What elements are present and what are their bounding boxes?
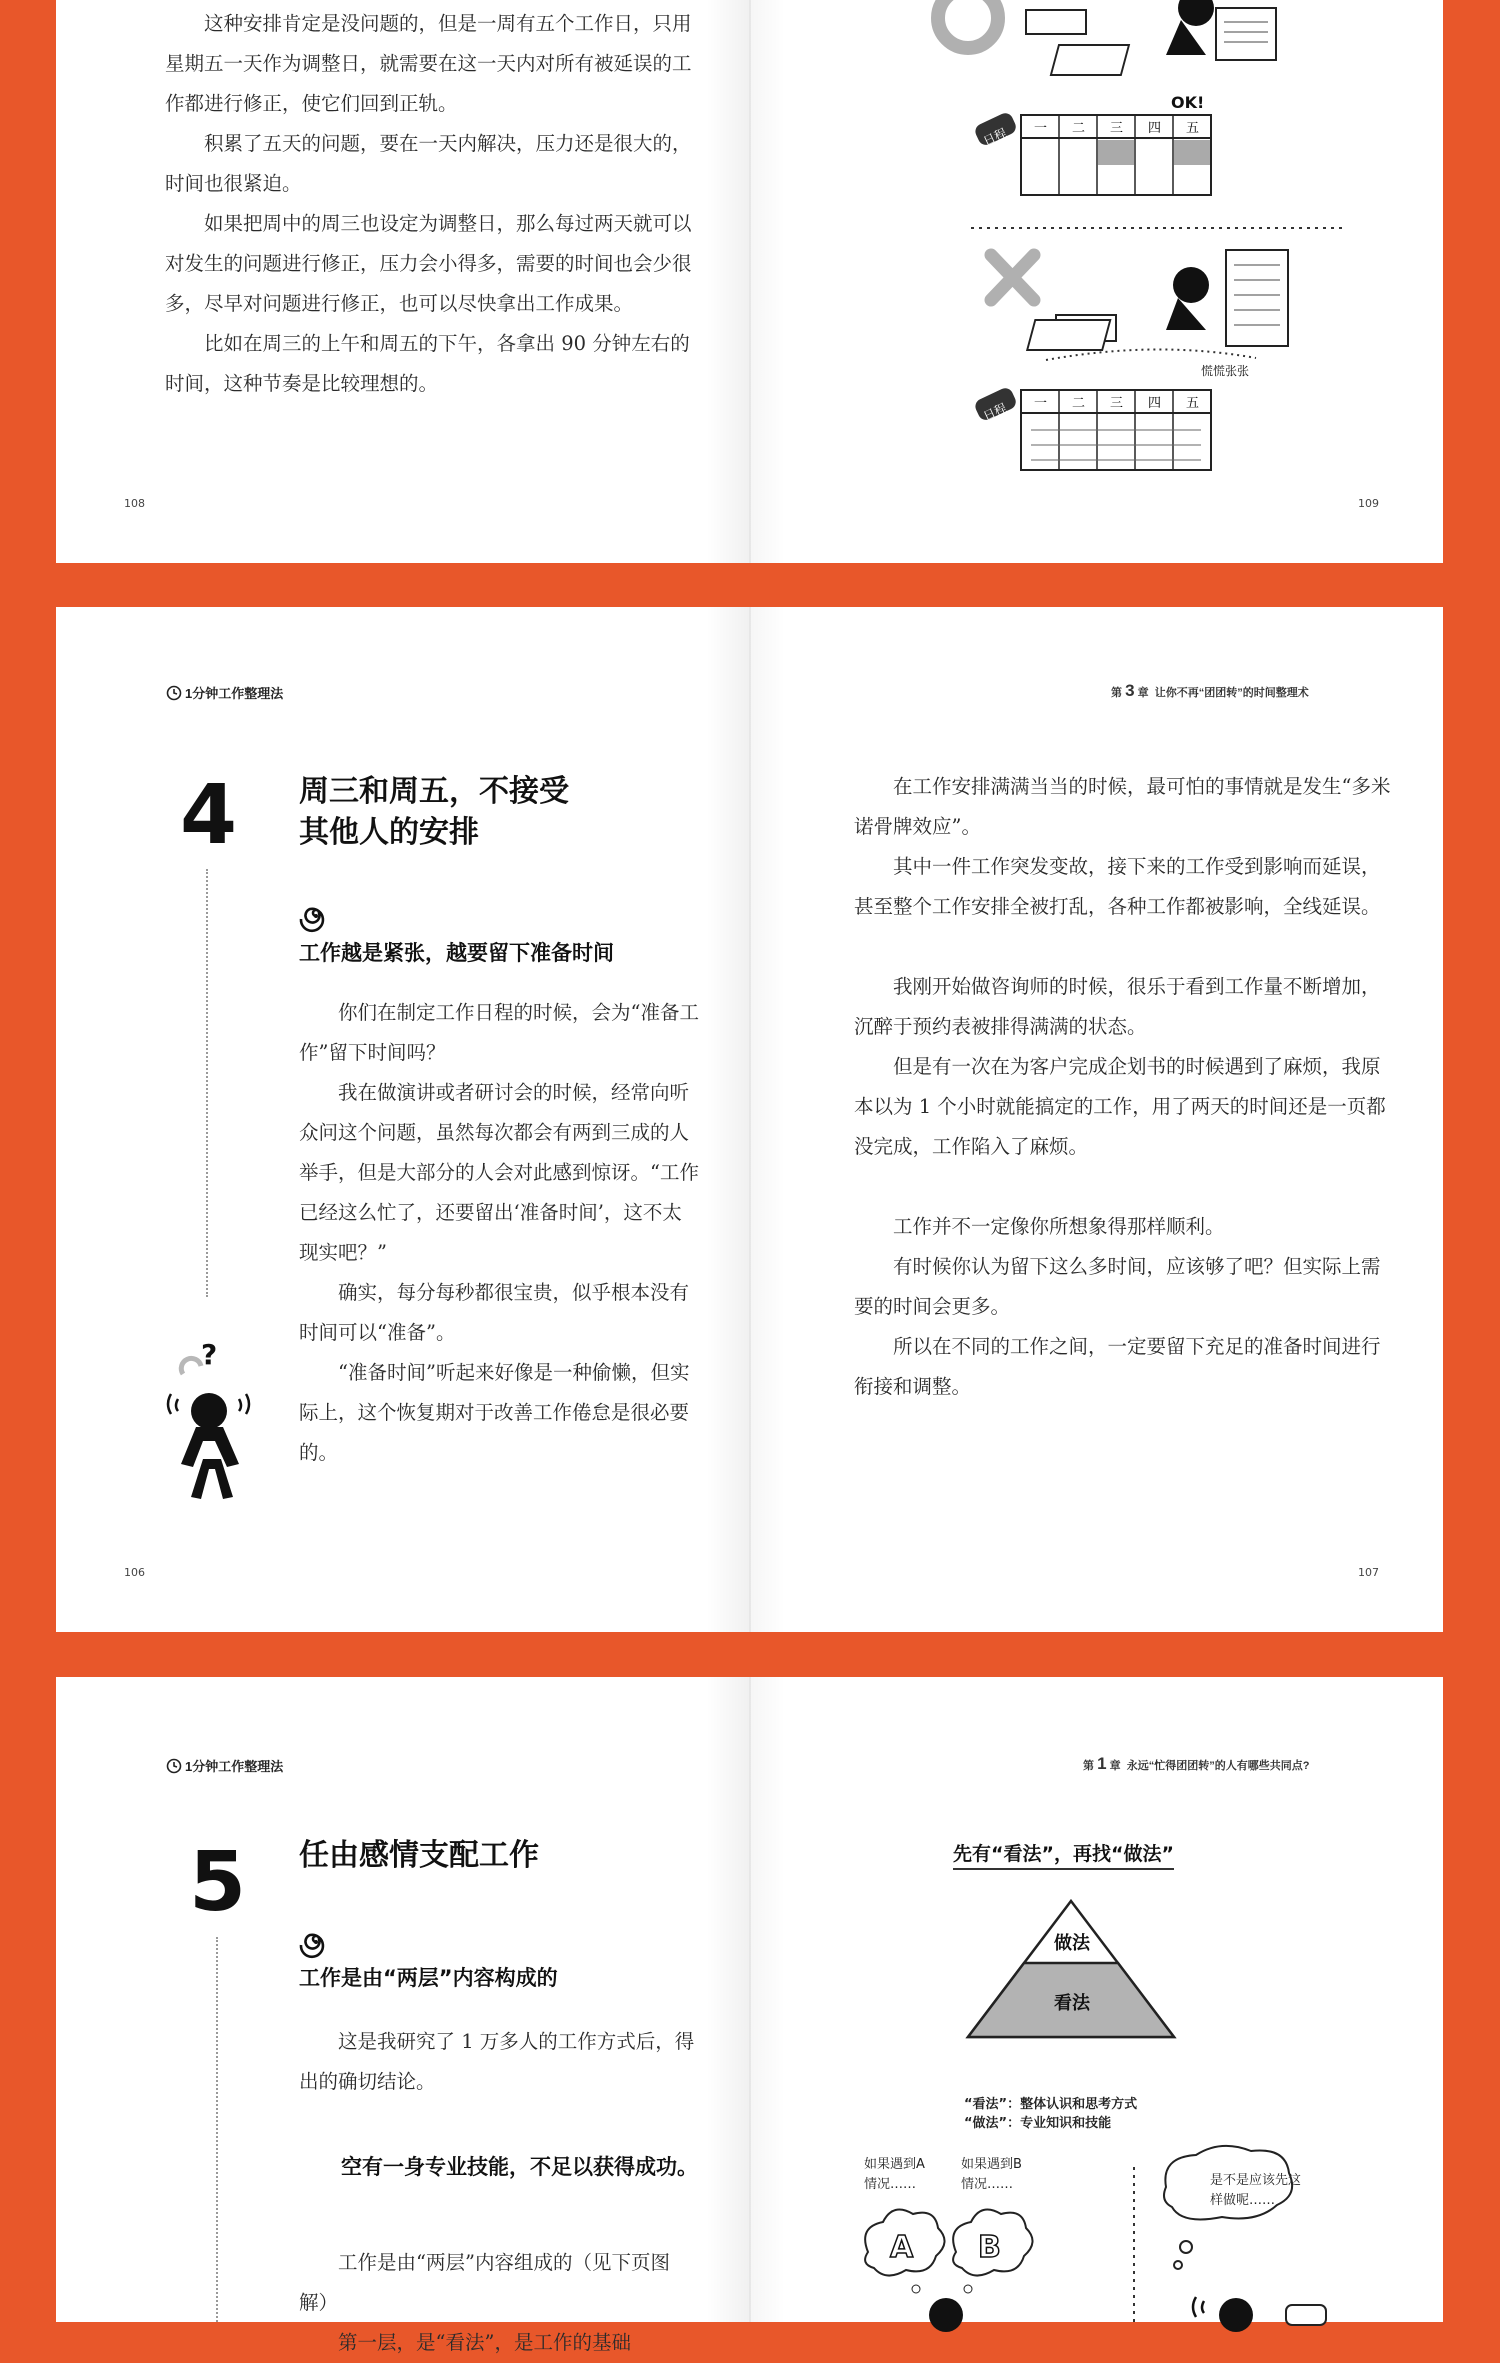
page-number-left: 106 (124, 1566, 145, 1579)
paragraph: 其中一件工作突发变故，接下来的工作受到影响而延误，甚至整个工作安排全被打乱，各种工作都被影响，全线延误。 (854, 855, 1381, 918)
dotted-vertical-rule (206, 869, 208, 1297)
paragraph: 在工作安排满满当当的时候，最可怕的事情就是发生“多米诺骨牌效应”。 (854, 775, 1391, 838)
schedule-comparison-illustration (906, 0, 1356, 490)
svg-text:三: 三 (1110, 121, 1124, 136)
paragraph: 积累了五天的问题，要在一天内解决，压力还是很大的，时间也很紧迫。 (165, 132, 692, 195)
paragraph: 确实，每分每秒都很宝贵，似乎根本没有时间可以“准备”。 (299, 1281, 690, 1344)
calendar-bottom (973, 386, 1211, 470)
definition-2: “做法”：专业知识和技能 (964, 2116, 1112, 2131)
section-title: 周三和周五，不接受 其他人的安排 (299, 774, 569, 850)
paragraph: 所以在不同的工作之间，一定要留下充足的准备时间进行衔接和调整。 (854, 1335, 1381, 1398)
paragraph: 你们在制定工作日程的时候，会为“准备工作”留下时间吗？ (299, 1001, 699, 1064)
svg-text:四: 四 (1148, 121, 1162, 136)
diagram-title: 先有“看法”，再找“做法” (953, 1839, 1174, 1870)
svg-text:三: 三 (1110, 396, 1124, 411)
paragraph: 比如在周三的上午和周五的下午，各拿出 90 分钟左右的时间，这种节奏是比较理想的。 (165, 332, 690, 395)
svg-text:一: 一 (1034, 396, 1048, 411)
paragraph: 这种安排肯定是没问题的，但是一周有五个工作日，只用星期五一天作为调整日，就需要在这一天内对所有被延误的工作都进行修正，使它们回到正轨。 (165, 12, 692, 115)
wrong-mark-icon (991, 255, 1034, 300)
running-header-right: 第 1 章 永远“忙得团团转”的人有哪些共同点? (1083, 1754, 1310, 1773)
bubble-a-letter: A (890, 2230, 914, 2265)
thinking-figures-illustration (856, 2197, 1326, 2322)
book-spread-3 (56, 1677, 1443, 2354)
paragraph: 我在做演讲或者研讨会的时候，经常向听众问这个问题，虽然每次都会有两到三成的人举手，但是大部分的人会对此感到惊讶。“工作已经这么忙了，还要留出‘准备时间’，这不太现实吧？” (299, 1081, 699, 1264)
book-spread-2 (56, 607, 1443, 1632)
stressed-person-icon (1173, 267, 1209, 303)
right-page-text (854, 767, 1394, 1407)
page-number-right: 109 (1358, 497, 1379, 510)
svg-text:日程: 日程 (981, 400, 1009, 424)
paragraph-2: 工作是由“两层”内容组成的（见下页图解） (299, 2251, 670, 2314)
paragraph: 但是有一次在为客户完成企划书的时候遇到了麻烦，我原本以为 1 个小时就能搞定的工作，用了两天的时间还是一页都没完成，工作陷入了麻烦。 (854, 1055, 1386, 1158)
svg-text:二: 二 (1072, 121, 1086, 136)
section-number: 4 (180, 768, 238, 863)
running-header-left (166, 1756, 283, 1775)
running-header-right: 第 3 章 让你不再“团团转”的时间整理术 (1111, 681, 1309, 700)
paragraph: 我刚开始做咨询师的时候，很乐于看到工作量不断增加，沉醉于预约表被排得满满的状态。 (854, 975, 1381, 1038)
page-number-right: 107 (1358, 1566, 1379, 1579)
swirl-icon (299, 903, 333, 929)
svg-text:五: 五 (1186, 396, 1200, 411)
case-b-label: 如果遇到B 情况…… (961, 2157, 1022, 2192)
confused-person-icon (151, 1329, 271, 1504)
svg-text:一: 一 (1034, 121, 1048, 136)
subheading: 工作越是紧张，越要留下准备时间 (299, 941, 614, 965)
chapter-title-small: 永远“忙得团团转”的人有哪些共同点? (1126, 1760, 1310, 1772)
emphasis-paragraph: 空有一身专业技能，不足以获得成功。 (341, 2155, 698, 2179)
left-page-text (165, 4, 705, 404)
thinking-person-icon (1219, 2298, 1253, 2332)
paragraph: 如果把周中的周三也设定为调整日，那么每过两天就可以对发生的问题进行修正，压力会小得多，需要的时间也会少很多，尽早对问题进行修正，也可以尽快拿出工作成果。 (165, 212, 692, 315)
person-icon (1178, 0, 1214, 26)
clock-icon (166, 1758, 182, 1774)
schedule-label: 日程 (981, 125, 1009, 149)
calendar-top (973, 111, 1211, 195)
running-header-left (166, 683, 283, 702)
ok-label: OK! (1171, 93, 1205, 112)
section-number: 5 (189, 1835, 247, 1930)
svg-text:二: 二 (1072, 396, 1086, 411)
clock-icon (166, 685, 182, 701)
pyramid-top-label: 做法 (1054, 1933, 1090, 1954)
paragraph: “准备时间”听起来好像是一种偷懒，但实际上，这个恢复期对于改善工作倦怠是很必要的。 (299, 1361, 690, 1464)
svg-text:?: ? (201, 1338, 218, 1371)
chapter-number-small: 3 (1125, 681, 1135, 700)
paragraph-3: 第一层，是“看法”，是工作的基础 (338, 2331, 631, 2354)
correct-mark-icon (938, 0, 998, 48)
svg-text:五: 五 (1186, 121, 1200, 136)
book-spread-1 (56, 0, 1443, 563)
pyramid-bottom-label: 看法 (1054, 1993, 1090, 2014)
person-icon (929, 2298, 963, 2332)
pyramid-diagram (946, 1897, 1196, 2087)
thought-bubble-text: 是不是应该先这 样做呢…… (1210, 2173, 1302, 2208)
page-number-left: 108 (124, 497, 145, 510)
paragraph: 工作并不一定像你所想象得那样顺利。 (893, 1215, 1225, 1238)
paragraph-1: 这是我研究了 1 万多人的工作方式后，得出的确切结论。 (299, 2030, 695, 2093)
paragraph: 有时候你认为留下这么多时间，应该够了吧？但实际上需要的时间会更多。 (854, 1255, 1381, 1318)
book-title: 1分钟工作整理法 (185, 686, 284, 701)
section-title: 任由感情支配工作 (299, 1838, 539, 1873)
case-a-label: 如果遇到A 情况…… (864, 2157, 925, 2192)
chapter-title-small: 让你不再“团团转”的时间整理术 (1154, 687, 1309, 699)
subheading: 工作是由“两层”内容构成的 (299, 1966, 558, 1990)
book-title: 1分钟工作整理法 (185, 1759, 284, 1774)
svg-text:四: 四 (1148, 396, 1162, 411)
dotted-vertical-rule (216, 1937, 218, 2322)
rushed-label: 慌慌张张 (1201, 364, 1250, 378)
chapter-number-small: 1 (1097, 1754, 1107, 1773)
left-page-text (299, 993, 699, 1473)
definition-1: “看法”：整体认识和思考方式 (964, 2097, 1138, 2112)
swirl-icon (299, 1929, 333, 1955)
bubble-b-letter: B (978, 2230, 1001, 2265)
